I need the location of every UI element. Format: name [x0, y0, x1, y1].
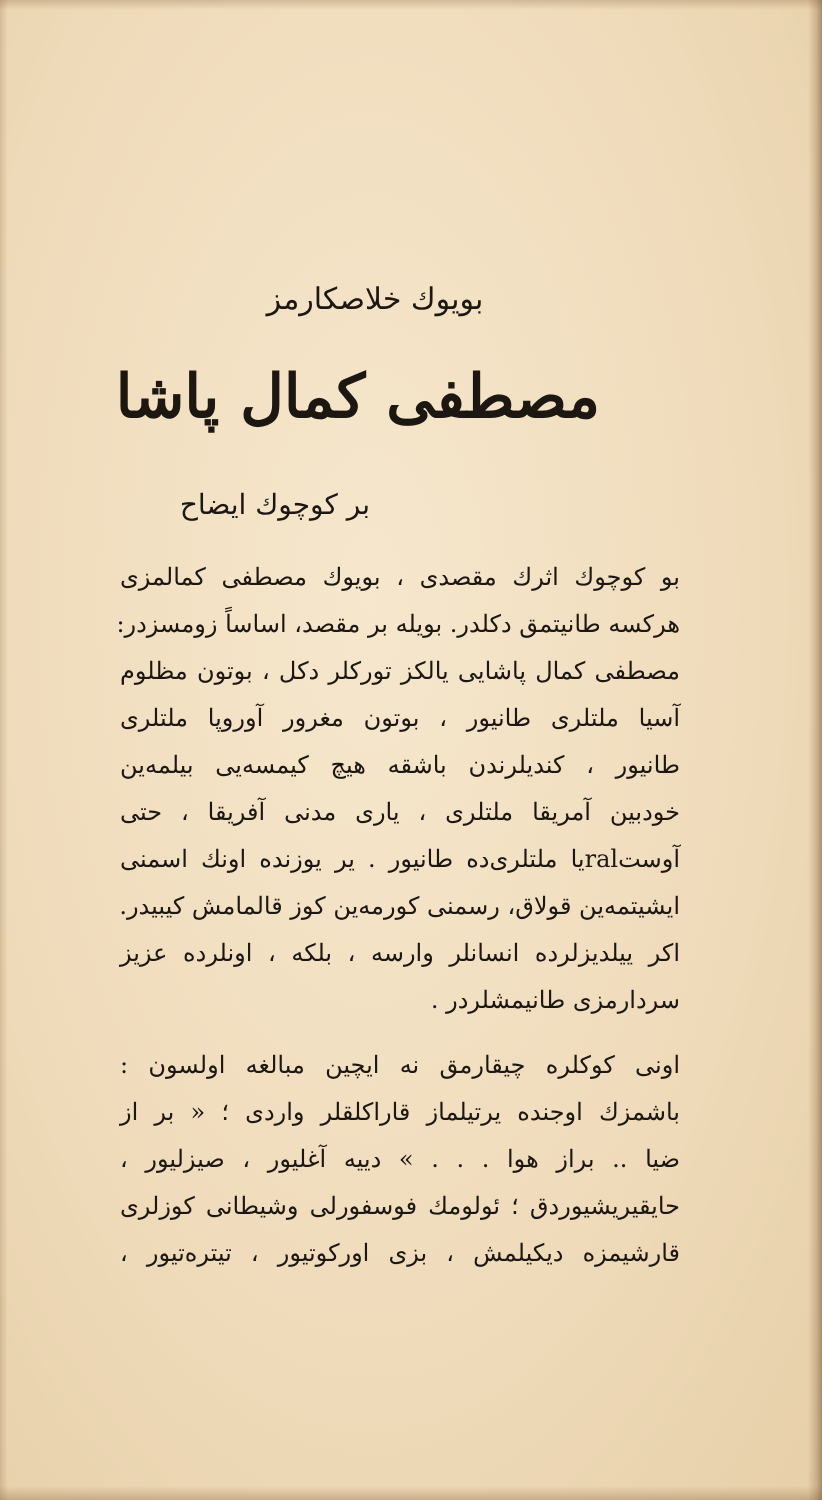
page-edge-top: [0, 0, 822, 10]
text-line: اونی كوكلره چیقارمق نه ایچین مبالغه اولسون :: [120, 1051, 680, 1079]
text-line: آسیا ملتلری طانیور ، بوتون مغرور آوروپا ملتلری: [120, 704, 680, 732]
text-line: باشمزك اوجنده یرتیلماز قاراكلقلر واردی ؛ « بر از: [120, 1098, 680, 1126]
text-line: ایشیتمه‌ین قولاق، رسمنی كورمه‌ین كوز قالمامش كیبیدر.: [119, 892, 680, 920]
text-line: سردارمزی طانیمشلردر .: [430, 986, 680, 1014]
text-line: مصطفی كمال پاشایی یالكز توركلر دكل ، بوتون مظلوم: [120, 657, 680, 685]
page-edge-right: [808, 0, 822, 1500]
text-line: آوستralیا ملتلری‌ده طانیور . یر یوزنده اونك اسمنی: [120, 845, 680, 873]
text-line: قارشیمزه دیكیلمش ، بزی اوركوتیور ، تیتره‌تیور ،: [120, 1239, 680, 1267]
text-line: خودبین آمریقا ملتلری ، یاری مدنی آفریقا ، حتی: [120, 798, 680, 826]
text-line: بو كوچوك اثرك مقصدی ، بویوك مصطفی كمالمزی: [120, 563, 680, 591]
text-line: ضیا .. براز هوا . . . » دییه آغلیور ، صیزلیور ،: [120, 1145, 680, 1173]
text-line: هركسه طانیتمق دكلدر. بویله بر مقصد، اساساً زومسزدر:: [116, 610, 680, 638]
text-line: حایقیریشیوردق ؛ ئولومك فوسفورلی وشیطانی كوزلری: [120, 1192, 680, 1220]
page-edge-left: [0, 0, 8, 1500]
page-edge-bottom: [0, 1486, 822, 1500]
text-line: اكر ییلدیزلرده انسانلر وارسه ، بلكه ، اونلرده عزیز: [120, 939, 680, 967]
page-title: مصطفی كمال پاشا: [115, 362, 600, 432]
text-line: طانیور ، كندیلرندن باشقه هیچ كیمسه‌یی بیلمه‌ین: [120, 751, 680, 779]
page-subtitle: بویوك خلاصكارمز: [266, 282, 484, 317]
section-heading: بر كوچوك ایضاح: [179, 488, 370, 521]
